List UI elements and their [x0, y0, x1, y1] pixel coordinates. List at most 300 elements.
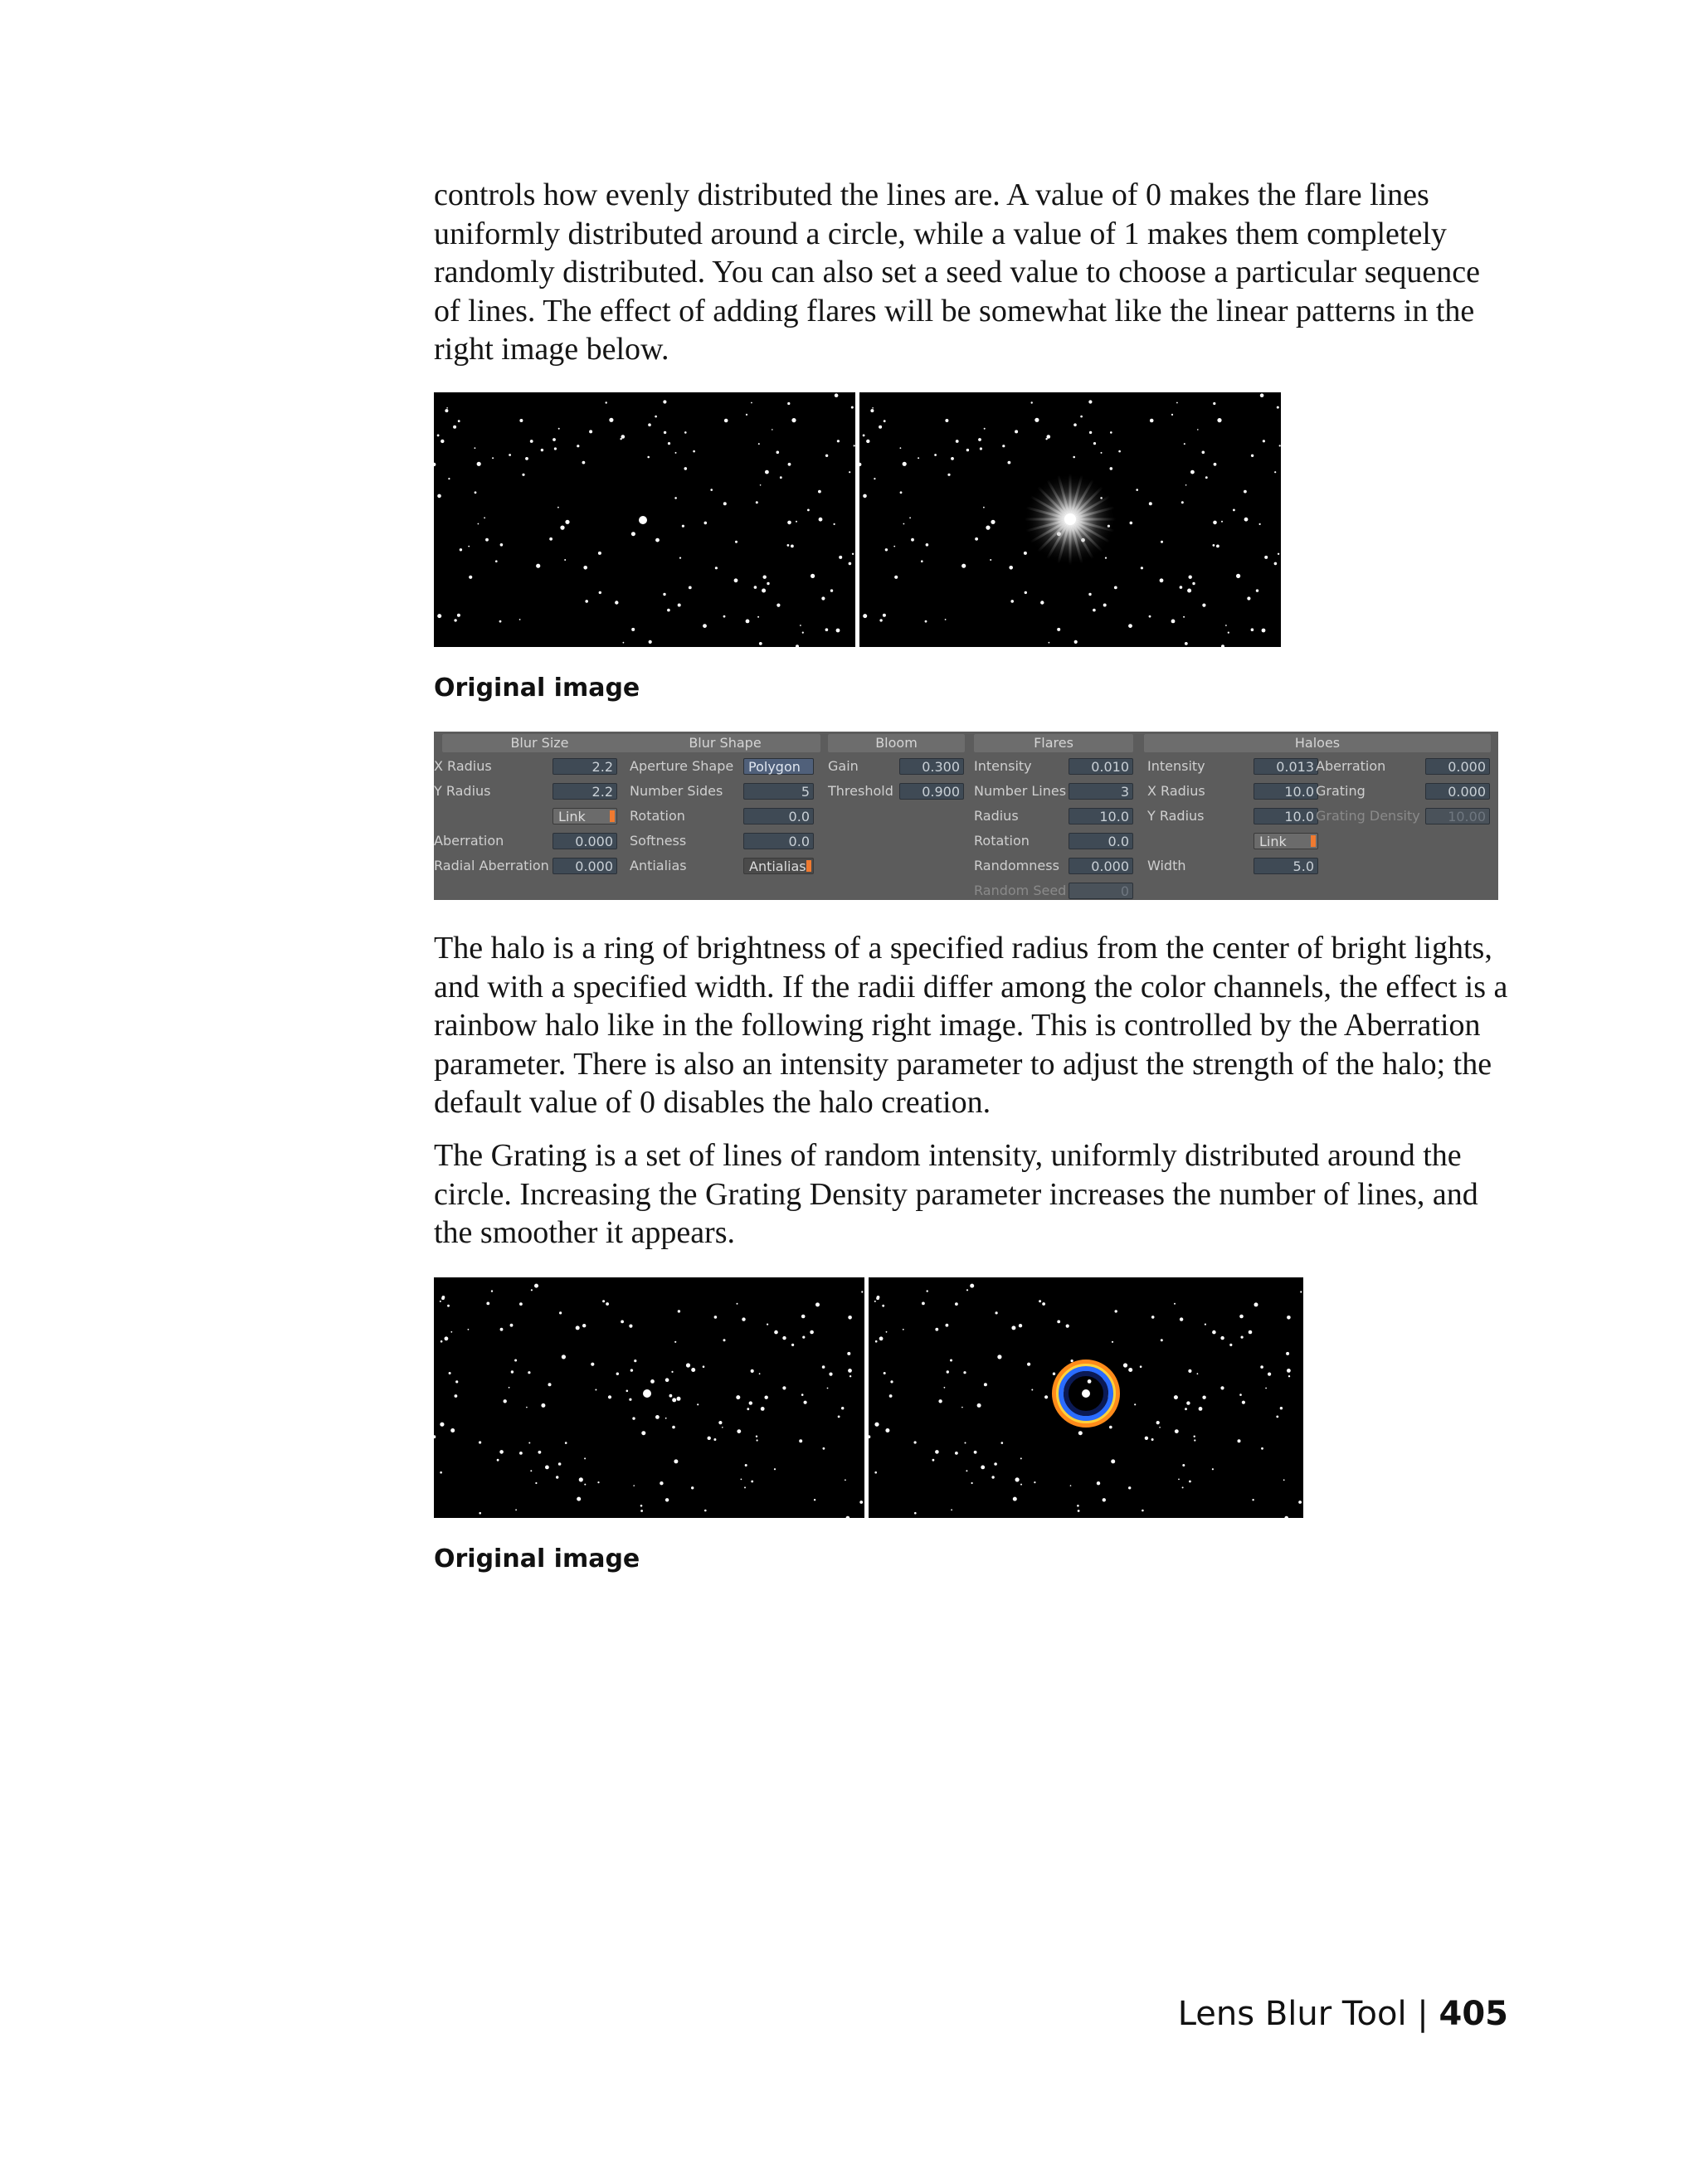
star-dot — [1142, 1510, 1144, 1512]
lens-blur-settings-panel — [434, 732, 1498, 900]
bright-star — [639, 516, 647, 524]
star-dot — [761, 1407, 765, 1411]
star-dot — [1277, 406, 1279, 409]
star-dot — [801, 1315, 806, 1319]
bright-star — [1064, 513, 1076, 525]
threshold-field[interactable]: 0.900 — [899, 783, 964, 800]
star-dot — [782, 1336, 786, 1340]
star-dot — [981, 1466, 985, 1470]
star-dot — [677, 1397, 681, 1401]
stars-halo-image — [869, 1277, 1303, 1518]
star-dot — [1242, 1401, 1245, 1404]
star-dot — [736, 1395, 740, 1399]
halo-width-field[interactable]: 5.0 — [1254, 858, 1318, 874]
figure-flares — [434, 392, 1281, 647]
star-dot — [849, 562, 852, 566]
star-dot — [648, 423, 651, 426]
star-dot — [629, 1398, 631, 1401]
aperture-shape-select[interactable]: Polygon — [743, 758, 814, 775]
star-dot — [756, 501, 758, 503]
star-dot — [894, 576, 898, 579]
star-dot — [1181, 501, 1184, 503]
star-dot — [641, 1431, 645, 1435]
star-dot — [787, 402, 790, 405]
star-dot — [1276, 1416, 1278, 1418]
flare-rotation-field[interactable]: 0.0 — [1069, 833, 1133, 849]
star-dot — [774, 1330, 778, 1335]
star-dot — [686, 1363, 690, 1367]
header-blur-shape: Blur Shape — [630, 734, 820, 752]
star-dot — [718, 1421, 722, 1424]
star-dot — [660, 1481, 663, 1485]
star-dot — [1212, 1330, 1216, 1335]
random-seed-label: Random Seed — [974, 883, 1067, 898]
star-dot — [932, 1459, 935, 1462]
star-dot — [1185, 642, 1188, 645]
star-dot — [626, 1390, 629, 1393]
star-dot — [1049, 642, 1050, 644]
star-dot — [531, 1289, 533, 1291]
star-dot — [577, 445, 579, 447]
star-dot — [1118, 450, 1121, 453]
antialias-button[interactable] — [743, 858, 814, 874]
star-dot — [1111, 1459, 1115, 1463]
star-dot — [1149, 615, 1151, 618]
aberration-field[interactable]: 0.000 — [553, 833, 617, 849]
star-dot — [599, 591, 601, 594]
grating-density-label: Grating Density — [1316, 808, 1420, 824]
figure-caption-1: Original image — [434, 674, 640, 703]
star-dot — [1031, 401, 1033, 403]
star-dot — [620, 438, 621, 440]
star-dot — [839, 556, 842, 559]
star-dot — [621, 435, 626, 439]
star-dot — [825, 455, 828, 457]
star-dot — [509, 1387, 510, 1389]
star-dot — [1066, 1325, 1069, 1328]
star-dot — [754, 586, 757, 589]
star-dot — [1105, 557, 1107, 559]
star-dot — [859, 463, 861, 466]
radial-aberration-label: Radial Aberration — [434, 858, 549, 873]
star-dot — [1213, 544, 1215, 547]
star-dot — [1171, 620, 1176, 624]
star-dot — [903, 462, 907, 466]
star-dot — [519, 619, 521, 620]
star-dot — [1123, 1363, 1127, 1367]
star-dot — [553, 438, 556, 441]
star-dot — [882, 1305, 884, 1307]
footer-separator: | — [1417, 1995, 1429, 2033]
star-dot — [836, 629, 840, 633]
star-dot — [499, 620, 502, 623]
star-dot — [879, 619, 882, 621]
star-dot — [1171, 414, 1173, 416]
star-dot — [870, 409, 874, 412]
star-dot — [678, 1310, 680, 1312]
star-dot — [440, 1471, 442, 1474]
star-dot — [884, 1372, 886, 1374]
star-dot — [745, 1464, 747, 1467]
halo-link-button[interactable] — [1254, 833, 1318, 849]
star-dot — [454, 619, 456, 621]
star-dot — [1020, 1457, 1022, 1459]
star-dot — [944, 1387, 946, 1389]
star-dot — [1185, 484, 1187, 486]
stars-original-image — [434, 392, 855, 647]
star-dot — [446, 407, 448, 409]
star-dot — [825, 628, 829, 631]
star-dot — [829, 1373, 832, 1376]
star-dot — [807, 509, 810, 512]
star-dot — [977, 1403, 981, 1408]
star-dot — [763, 576, 767, 579]
star-dot — [851, 406, 854, 409]
star-dot — [602, 1300, 605, 1302]
star-dot — [545, 1466, 549, 1470]
star-dot — [1262, 629, 1266, 633]
star-dot — [1053, 1373, 1055, 1375]
star-dot — [445, 409, 448, 412]
star-dot — [801, 1394, 804, 1396]
star-dot — [724, 419, 728, 423]
star-dot — [522, 474, 524, 476]
star-dot — [914, 1512, 917, 1515]
star-dot — [757, 1439, 758, 1441]
star-dot — [640, 1510, 643, 1512]
star-dot — [495, 560, 498, 562]
star-dot — [1190, 470, 1195, 474]
star-dot — [668, 442, 670, 445]
softness-field[interactable]: 0.0 — [743, 833, 814, 849]
star-dot — [514, 1360, 517, 1362]
star-dot — [1221, 644, 1224, 647]
flare-rotation-label: Rotation — [974, 833, 1030, 849]
star-dot — [926, 543, 929, 547]
star-dot — [751, 402, 752, 404]
star-dot — [672, 1398, 676, 1402]
star-dot — [746, 620, 750, 624]
star-dot — [1217, 418, 1221, 422]
star-dot — [997, 1355, 1001, 1359]
halo-y-radius-field[interactable]: 10.0 — [1254, 808, 1318, 824]
star-dot — [564, 559, 566, 561]
star-dot — [767, 582, 769, 585]
star-dot — [1134, 1403, 1136, 1405]
star-dot — [437, 614, 441, 618]
star-dot — [509, 454, 511, 456]
star-dot — [1128, 1486, 1131, 1489]
star-dot — [1251, 455, 1254, 457]
star-dot — [966, 1289, 968, 1291]
star-dot — [1070, 1485, 1072, 1486]
star-dot — [541, 449, 543, 451]
star-dot — [772, 429, 773, 430]
star-dot — [1263, 440, 1265, 442]
star-dot — [1287, 1369, 1291, 1373]
star-dot — [854, 445, 855, 446]
star-dot — [672, 1426, 675, 1429]
star-dot — [886, 1331, 888, 1333]
star-dot — [814, 1499, 815, 1501]
star-dot — [955, 1302, 958, 1306]
star-dot — [900, 491, 903, 494]
star-dot — [1300, 1291, 1302, 1292]
star-dot — [1103, 604, 1107, 607]
star-dot — [965, 1442, 966, 1444]
star-dot — [616, 1373, 619, 1375]
flare-intensity-field[interactable]: 0.010 — [1069, 758, 1133, 775]
grating-density-field[interactable]: 10.00 — [1425, 808, 1490, 824]
star-dot — [528, 1442, 530, 1444]
star-dot — [460, 548, 462, 551]
halo-x-radius-field[interactable]: 10.0 — [1254, 783, 1318, 800]
star-dot — [582, 461, 586, 465]
random-seed-field[interactable]: 0 — [1069, 883, 1133, 899]
shape-rotation-field[interactable]: 0.0 — [743, 808, 814, 824]
star-dot — [559, 1311, 562, 1314]
star-dot — [1178, 1479, 1180, 1481]
star-dot — [535, 1482, 537, 1484]
star-dot — [704, 1510, 707, 1512]
star-dot — [776, 604, 780, 607]
star-dot — [1140, 1365, 1142, 1368]
threshold-label: Threshold — [828, 783, 893, 799]
star-dot — [697, 1403, 699, 1405]
star-dot — [1189, 576, 1192, 579]
star-dot — [1088, 1379, 1092, 1384]
figure-haloes — [434, 1277, 1303, 1518]
star-dot — [674, 497, 677, 499]
star-dot — [455, 1380, 458, 1383]
star-dot — [734, 578, 738, 582]
star-dot — [634, 1360, 636, 1362]
radial-aberration-field[interactable]: 0.000 — [553, 858, 617, 874]
star-dot — [1002, 445, 1005, 447]
star-dot — [475, 447, 476, 449]
star-dot — [744, 1486, 746, 1488]
star-dot — [477, 462, 481, 466]
star-dot — [791, 545, 794, 548]
star-dot — [584, 1484, 586, 1486]
star-dot — [742, 1317, 745, 1321]
antialias-label: Antialias — [630, 858, 687, 873]
star-dot — [629, 1325, 632, 1328]
star-dot — [595, 1389, 596, 1391]
star-dot — [664, 431, 666, 434]
star-dot — [1109, 1426, 1112, 1429]
aberration-label: Aberration — [434, 833, 504, 849]
star-dot — [863, 435, 865, 437]
gain-label: Gain — [828, 758, 859, 774]
star-dot — [468, 1329, 470, 1330]
star-dot — [845, 1479, 846, 1481]
star-dot — [945, 419, 948, 422]
y-radius-field[interactable]: 2.2 — [553, 783, 617, 800]
star-dot — [1278, 553, 1279, 555]
star-dot — [1020, 1484, 1022, 1486]
star-dot — [582, 1324, 586, 1327]
star-dot — [689, 586, 692, 590]
star-dot — [1011, 1325, 1015, 1330]
star-dot — [1264, 556, 1268, 559]
star-dot — [663, 400, 666, 403]
star-dot — [1031, 1389, 1033, 1391]
star-dot — [837, 440, 840, 442]
star-dot — [1042, 1302, 1045, 1306]
star-dot — [811, 574, 815, 578]
star-dot — [669, 1394, 673, 1398]
star-dot — [869, 1435, 870, 1438]
star-dot — [558, 428, 560, 430]
star-dot — [821, 596, 825, 600]
star-dot — [565, 1442, 567, 1444]
star-dot — [749, 1401, 752, 1404]
star-dot — [961, 1407, 963, 1408]
star-dot — [874, 1471, 877, 1474]
footer-title: Lens Blur Tool — [1177, 1995, 1407, 2033]
star-dot — [875, 1340, 878, 1343]
star-dot — [519, 1302, 523, 1306]
star-dot — [1180, 586, 1183, 589]
star-dot — [938, 1399, 942, 1403]
star-dot — [737, 1429, 741, 1433]
star-dot — [984, 1383, 987, 1386]
star-dot — [528, 1371, 530, 1374]
grating-field[interactable]: 0.000 — [1425, 783, 1490, 800]
flare-radius-field[interactable]: 10.0 — [1069, 808, 1133, 824]
star-dot — [579, 1477, 583, 1481]
star-dot — [879, 1336, 884, 1340]
star-dot — [996, 1311, 998, 1314]
star-dot — [655, 1415, 660, 1419]
star-dot — [723, 615, 726, 618]
star-dot — [984, 428, 986, 430]
star-dot — [1236, 574, 1240, 578]
star-dot — [548, 1383, 552, 1386]
star-dot — [791, 1344, 794, 1346]
star-dot — [927, 1290, 928, 1291]
star-dot — [1260, 393, 1264, 397]
halo-aberration-field[interactable]: 0.000 — [1425, 758, 1490, 775]
star-dot — [1078, 1510, 1080, 1512]
star-dot — [903, 523, 905, 525]
star-dot — [621, 1321, 624, 1324]
star-dot — [990, 559, 991, 561]
star-dot — [1088, 400, 1092, 403]
page-number: 405 — [1439, 1995, 1508, 2033]
star-dot — [515, 1509, 517, 1510]
star-dot — [1089, 431, 1092, 434]
star-dot — [606, 401, 607, 403]
number-lines-field[interactable]: 3 — [1069, 783, 1133, 800]
star-dot — [525, 457, 528, 460]
bright-star — [643, 1389, 651, 1398]
star-dot — [1174, 1395, 1178, 1399]
star-dot — [598, 552, 601, 555]
halo-intensity-field[interactable]: 0.013 — [1254, 758, 1318, 775]
star-dot — [530, 440, 533, 443]
x-radius-field[interactable]: 2.2 — [553, 758, 617, 775]
star-dot — [1039, 1300, 1041, 1302]
star-dot — [479, 1512, 481, 1515]
star-dot — [500, 1328, 504, 1331]
star-dot — [519, 419, 523, 422]
star-dot — [1265, 1388, 1267, 1389]
star-dot — [609, 418, 613, 422]
star-dot — [1015, 430, 1018, 433]
randomness-label: Randomness — [974, 858, 1059, 873]
star-dot — [1034, 1481, 1035, 1483]
halo-y-radius-label: Y Radius — [1147, 808, 1205, 824]
star-dot — [946, 1324, 949, 1327]
star-dot — [640, 1505, 643, 1507]
star-dot — [1160, 578, 1164, 582]
star-dot — [838, 1416, 840, 1418]
star-dot — [1044, 1395, 1048, 1398]
star-dot — [1027, 1363, 1030, 1366]
star-dot — [1071, 1360, 1073, 1362]
star-dot — [903, 1329, 904, 1330]
star-dot — [455, 1394, 458, 1398]
star-dot — [1284, 1516, 1288, 1518]
star-dot — [667, 609, 670, 612]
star-dot — [1216, 545, 1219, 548]
star-dot — [484, 517, 485, 518]
star-dot — [889, 1394, 893, 1398]
star-dot — [549, 537, 553, 541]
star-dot — [453, 426, 456, 429]
star-dot — [966, 449, 969, 451]
number-sides-field[interactable]: 5 — [743, 783, 814, 800]
star-dot — [557, 507, 559, 508]
star-dot — [1192, 582, 1195, 585]
star-dot — [722, 1427, 723, 1428]
star-dot — [1187, 589, 1191, 593]
star-dot — [885, 548, 888, 551]
star-dot — [591, 1363, 594, 1366]
star-dot — [1194, 1436, 1195, 1437]
star-dot — [983, 507, 985, 508]
halo-aberration-label: Aberration — [1316, 758, 1386, 774]
randomness-field[interactable]: 0.000 — [1069, 858, 1133, 874]
star-dot — [802, 1336, 805, 1339]
star-dot — [1115, 1310, 1117, 1312]
star-dot — [441, 1296, 445, 1300]
star-dot — [991, 520, 995, 524]
star-dot — [500, 543, 504, 547]
star-dot — [1213, 402, 1215, 405]
star-dot — [1150, 419, 1154, 423]
star-dot — [1286, 1352, 1289, 1355]
star-dot — [1176, 402, 1178, 404]
star-dot — [655, 416, 657, 418]
gain-field[interactable]: 0.300 — [899, 758, 964, 775]
star-dot — [665, 1418, 667, 1419]
star-dot — [1205, 476, 1208, 479]
blur-size-link-button[interactable] — [553, 808, 617, 824]
star-dot — [1261, 1447, 1263, 1450]
star-dot — [818, 490, 821, 494]
star-dot — [536, 564, 540, 568]
star-dot — [1088, 593, 1091, 596]
star-dot — [526, 1407, 528, 1408]
star-dot — [1149, 502, 1152, 505]
star-dot — [909, 517, 911, 518]
star-dot — [974, 1451, 977, 1454]
star-dot — [1213, 521, 1217, 525]
star-dot — [1287, 1316, 1291, 1320]
